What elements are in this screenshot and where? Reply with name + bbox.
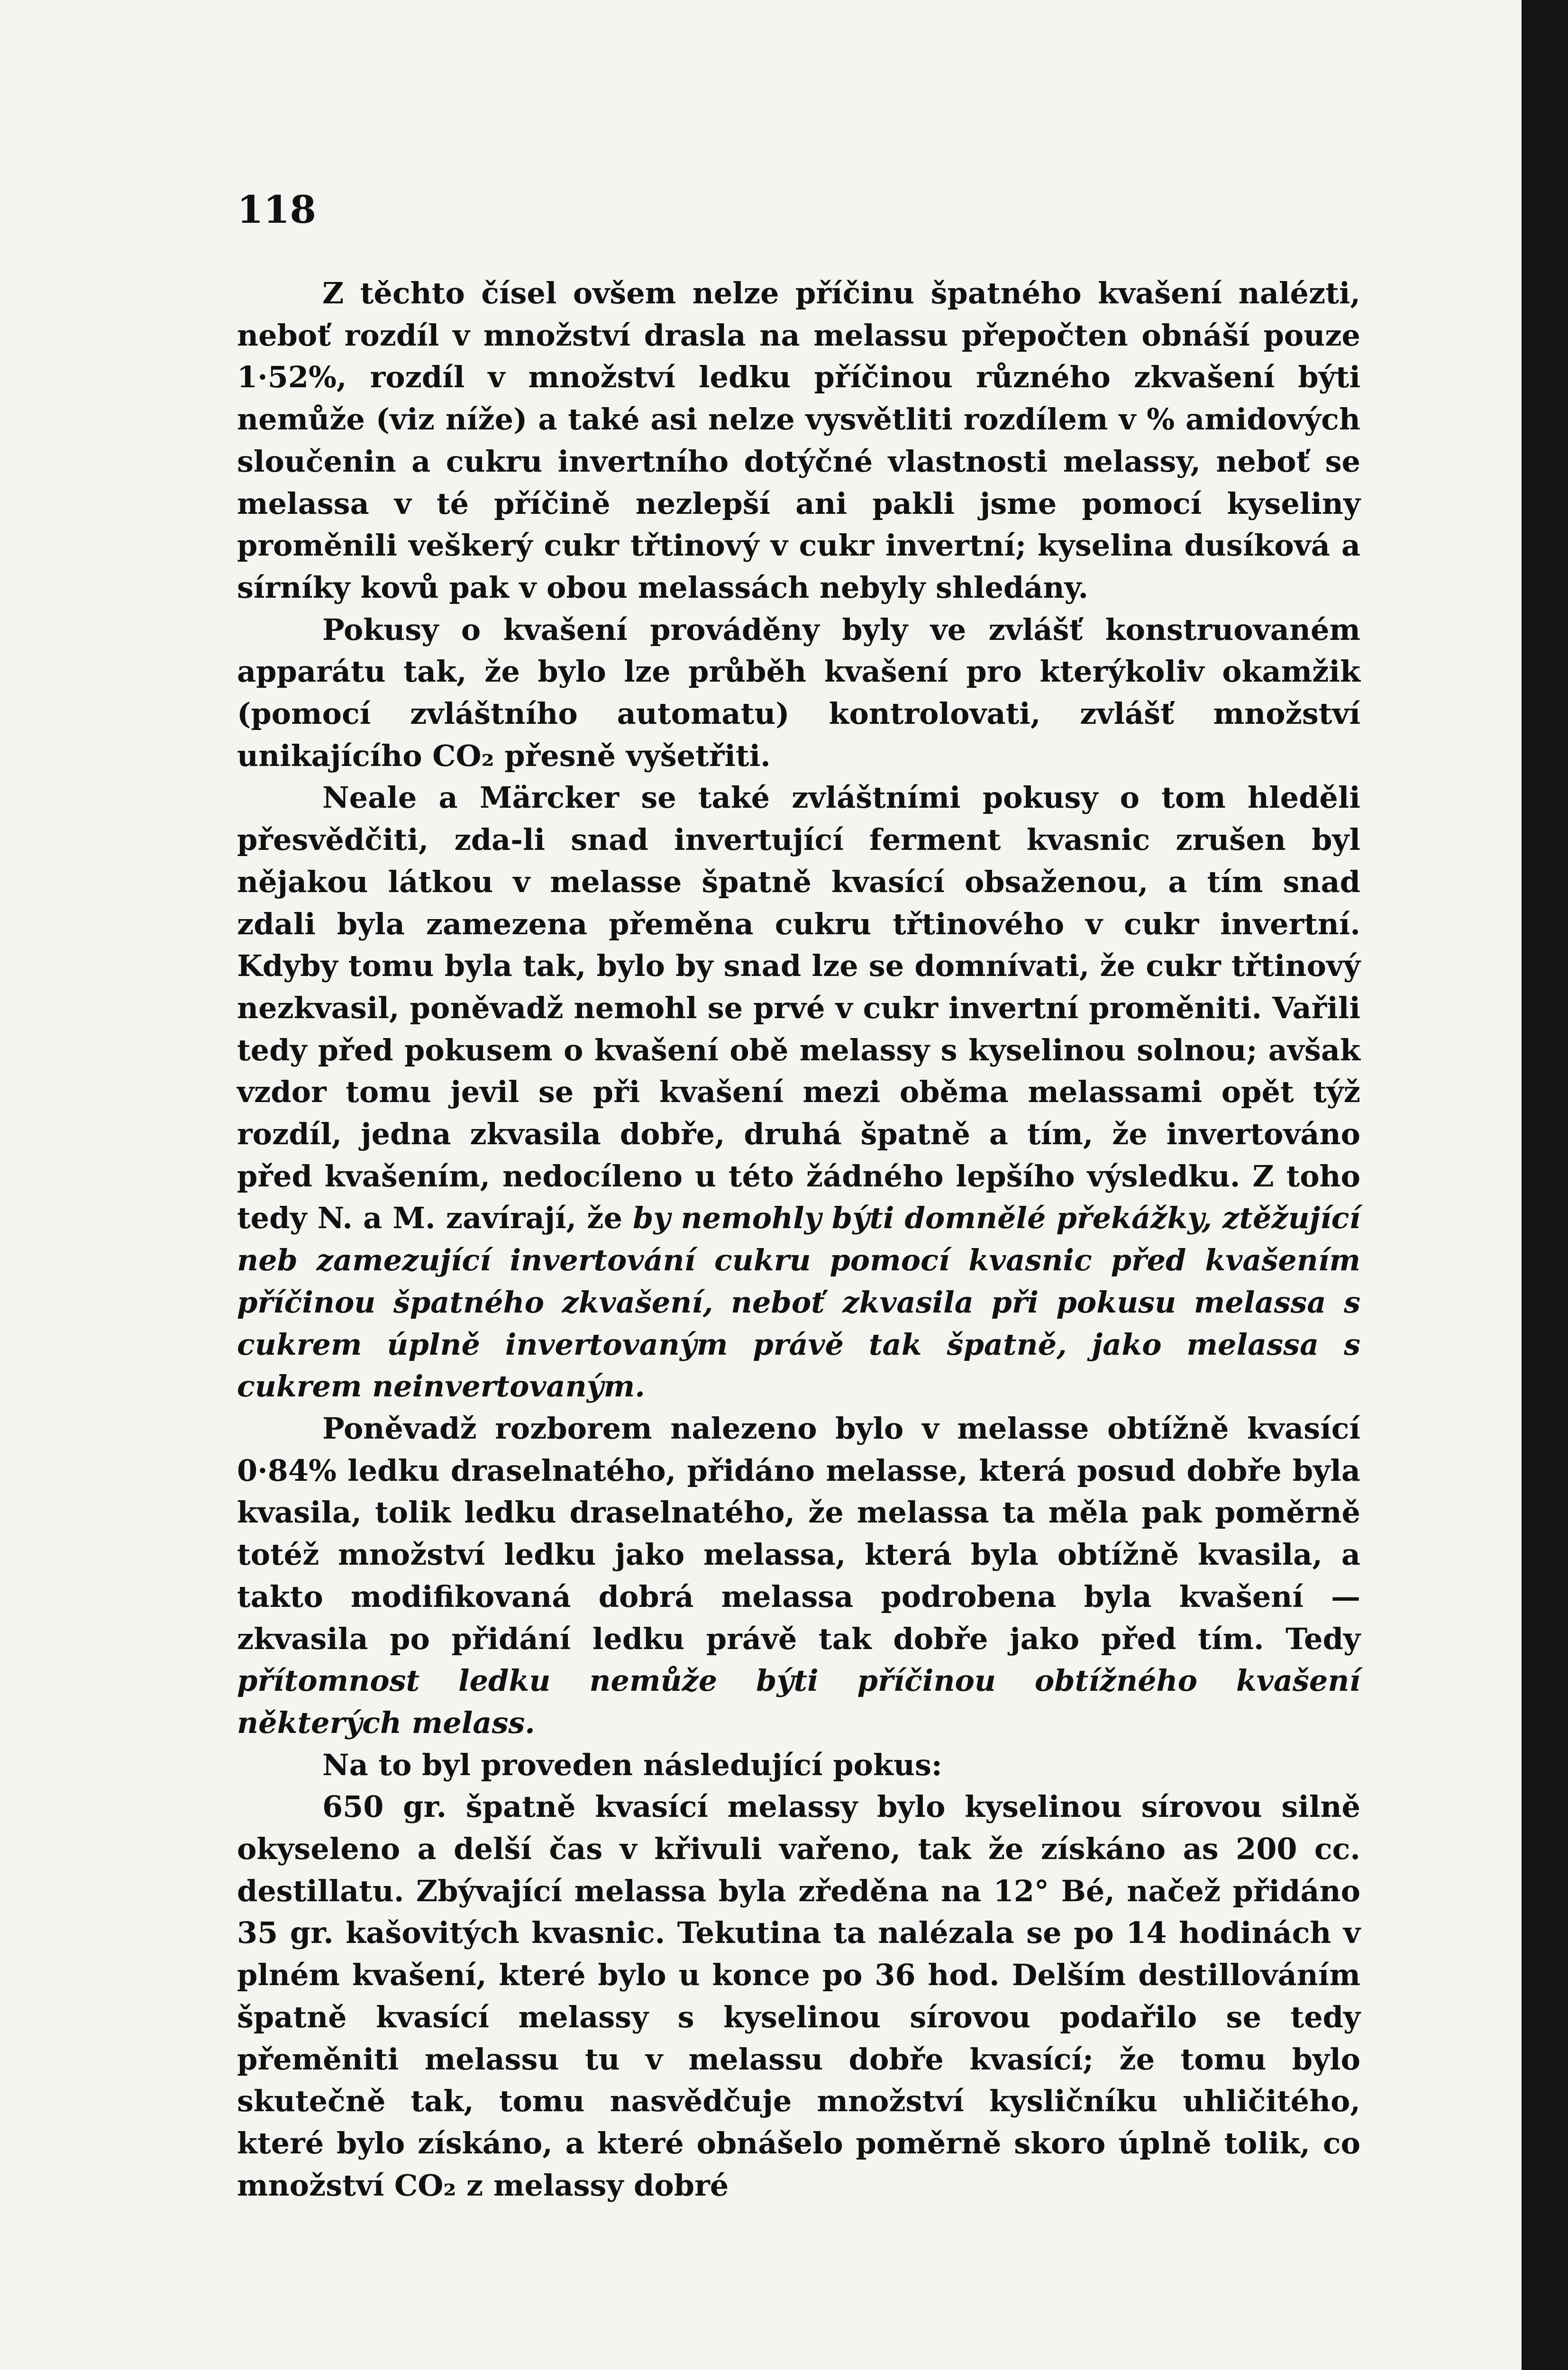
paragraph (237, 777, 1360, 1408)
paragraph (237, 1786, 1360, 2206)
paragraph-text: Neale a Märcker se také zvláštními pokusy o tom hleděli přesvědčiti, zda-li snad invertující ferment kvasnic zrušen byl nějakou látkou v melasse špatně kvasící obsaženou, a tím snad zdali byla zamezena přeměna cukru třtinového v cukr invertní. Kdyby tomu byla tak, bylo by snad lze se domnívati, že cukr třtinový nezkvasil, poněvadž nemohl se prvé v cukr invertní proměniti. Vařili tedy před pokusem o kvašení obě melassy s kyselinou solnou; avšak vzdor tomu jevil se při kvašení mezi oběma melassami opět týž rozdíl, jedna zkvasila dobře, druhá špatně a tím, že invertováno před kvašením, nedocíleno u této žádného lepšího výsledku. Z toho tedy N. a M. zavírají, že (237, 780, 1360, 1236)
paragraph (237, 609, 1360, 777)
paragraph-text: Z těchto čísel ovšem nelze příčinu špatného kvašení nalézti, neboť rozdíl v množství drasla na melassu přepočten obnáší pouze 1·52%, rozdíl v množství ledku příčinou různého zkvašení býti nemůže (viz níže) a také asi nelze vysvětliti rozdílem v % amidových sloučenin a cukru invertního dotýčné vlastnosti melassy, neboť se melassa v té příčině nezlepší ani pakli jsme pomocí kyseliny proměnili veškerý cukr třtinový v cukr invertní; kyselina dusíková a sírníky kovů pak v obou melassách nebyly shledány. (237, 276, 1360, 605)
page-number: 118 (237, 187, 316, 232)
paragraph (237, 273, 1360, 609)
paragraph (237, 1408, 1360, 1744)
body-text (237, 273, 1360, 2206)
paragraph (237, 1744, 1360, 1787)
paragraph-text: Na to byl proveden následující pokus: (322, 1747, 942, 1782)
emphasized-text: by nemohly býti domnělé překážky, ztěžující neb zamezující invertování cukru pomocí kvasnic před kvašením příčinou špatného zkvašení, neboť zkvasila při pokusu melassa s cukrem úplně invertovaným právě tak špatně, jako melassa s cukrem neinvertovaným. (237, 1201, 1360, 1404)
paragraph-text: 650 gr. špatně kvasící melassy bylo kyselinou sírovou silně okyseleno a delší čas v křivuli vařeno, tak že získáno as 200 cc. destillatu. Zbývající melassa byla zředěna na 12° Bé, načež přidáno 35 gr. kašovitých kvasnic. Tekutina ta nalézala se po 14 hodinách v plném kvašení, které bylo u konce po 36 hod. Delším destillováním špatně kvasící melassy s kyselinou sírovou podařilo se tedy přeměniti melassu tu v melassu dobře kvasící; že tomu bylo skutečně tak, tomu nasvědčuje množství kysličníku uhličitého, které bylo získáno, a které obnášelo poměrně skoro úplně tolik, co množství CO₂ z melassy dobré (237, 1789, 1360, 2203)
paragraph-text: Poněvadž rozborem nalezeno bylo v melasse obtížně kvasící 0·84% ledku draselnatého, přidáno melasse, která posud dobře byla kvasila, tolik ledku draselnatého, že melassa ta měla pak poměrně totéž množství ledku jako melassa, která byla obtížně kvasila, a takto modifikovaná dobrá melassa podrobena byla kvašení — zkvasila po přidání ledku právě tak dobře jako před tím. Tedy (237, 1411, 1360, 1656)
emphasized-text: přítomnost ledku nemůže býti příčinou obtížného kvašení některých melass. (237, 1663, 1360, 1740)
paragraph-text: Pokusy o kvašení prováděny byly ve zvlášť konstruovaném apparátu tak, že bylo lze průběh kvašení pro kterýkoliv okamžik (pomocí zvláštního automatu) kontrolovati, zvlášť množství unikajícího CO₂ přesně vyšetřiti. (237, 612, 1360, 773)
